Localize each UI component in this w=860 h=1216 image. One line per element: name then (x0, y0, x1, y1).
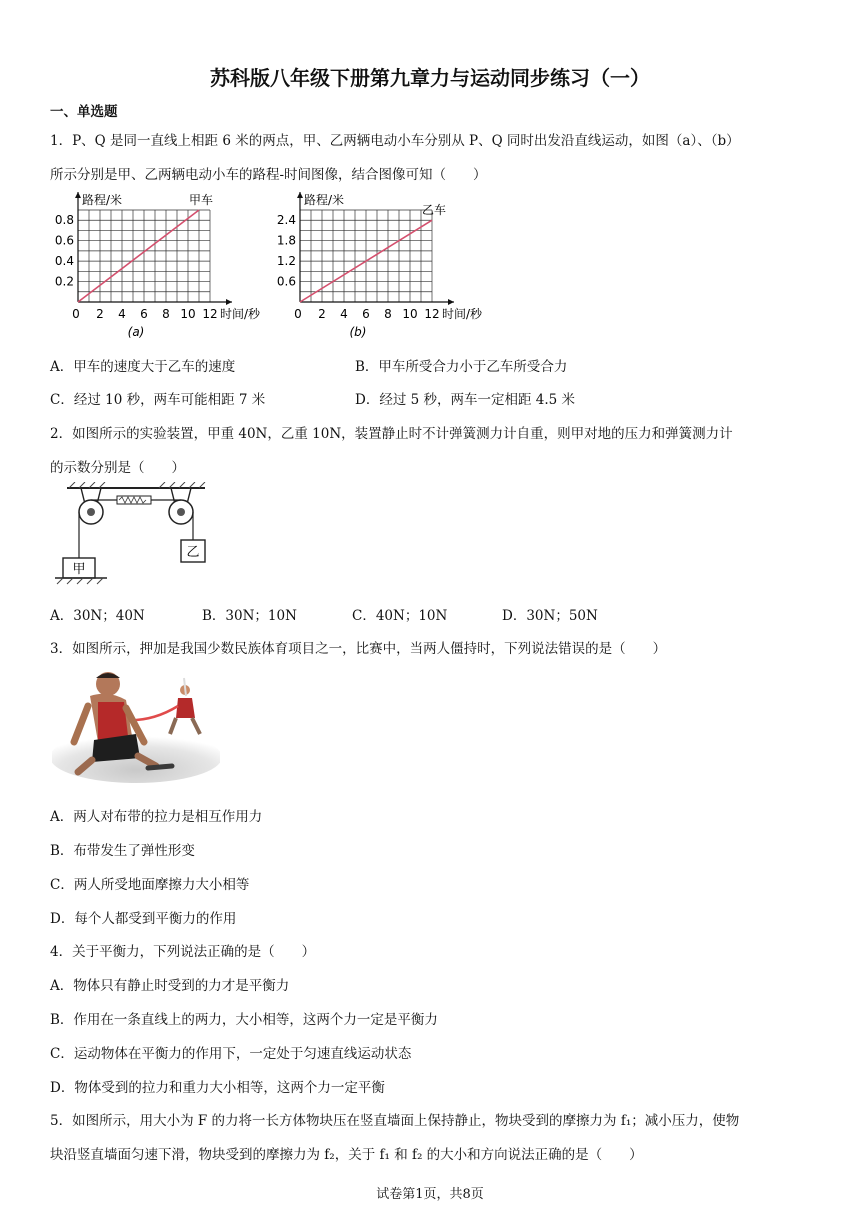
x-tick-label: 8 (384, 307, 392, 321)
y-tick-label: 0.8 (54, 213, 74, 228)
x-tick-label: 2 (318, 307, 326, 321)
q2-stem-line1: 2．如图所示的实验装置，甲重 40N，乙重 10N，装置静止时不计弹簧测力计自重，则甲对地的压力和弹簧测力计 (50, 426, 733, 442)
x-tick-label: 8 (162, 307, 170, 321)
q2-pulley-figure (55, 482, 215, 590)
svg-text:甲: 甲 (72, 562, 86, 577)
q4-option-b[interactable]: B．作用在一条直线上的两力，大小相等，这两个力一定是平衡力 (50, 1012, 438, 1028)
page-title: 苏科版八年级下册第九章力与运动同步练习（一） (210, 66, 650, 90)
q1-option-a[interactable]: A．甲车的速度大于乙车的速度 (50, 359, 236, 375)
q3-option-b[interactable]: B．布带发生了弹性形变 (50, 843, 195, 859)
q1-stem-line2: 所示分别是甲、乙两辆电动小车的路程-时间图像，结合图像可知（ ） (50, 167, 487, 183)
x-tick-label: 6 (140, 307, 148, 321)
x-tick-label: 0 (294, 307, 302, 321)
x-axis-label: 时间/秒 (220, 307, 261, 321)
x-tick-label: 4 (340, 307, 348, 321)
x-axis-arrow (226, 299, 232, 305)
q4-option-d[interactable]: D．物体受到的拉力和重力大小相等，这两个力一定平衡 (50, 1080, 385, 1096)
y-axis-arrow (75, 192, 81, 198)
x-tick-label: 12 (202, 307, 218, 321)
q4-option-a[interactable]: A．物体只有静止时受到的力才是平衡力 (50, 978, 290, 994)
x-tick-label: 10 (402, 307, 418, 321)
x-tick-label: 6 (362, 307, 370, 321)
q3-stem-line1: 3．如图所示，押加是我国少数民族体育项目之一，比赛中，当两人僵持时，下列说法错误的是（ ） (50, 641, 667, 657)
y-axis-label: 路程/米 (304, 193, 345, 207)
q4-option-c[interactable]: C．运动物体在平衡力的作用下，一定处于匀速直线运动状态 (50, 1046, 412, 1062)
q3-option-a[interactable]: A．两人对布带的拉力是相互作用力 (50, 809, 263, 825)
q2-stem-line2: 的示数分别是（ ） (50, 460, 185, 476)
y-tick-label: 1.2 (276, 254, 296, 269)
q2-option-c[interactable]: C．40N；10N (352, 608, 448, 624)
q5-stem-line1: 5．如图所示，用大小为 F 的力将一长方体物块压在竖直墙面上保持静止，物块受到的摩擦力为 f₁；减小压力，使物 (50, 1113, 740, 1129)
chart-b (277, 192, 483, 339)
x-tick-label: 12 (424, 307, 440, 321)
q3-photo-tug-of-war (52, 662, 220, 784)
section-heading: 一、单选题 (50, 104, 118, 120)
y-tick-label: 1.8 (276, 233, 296, 248)
chart-caption: (b) (349, 325, 367, 339)
x-tick-label: 0 (72, 307, 80, 321)
x-tick-label: 2 (96, 307, 104, 321)
y-tick-label: 2.4 (276, 213, 296, 228)
q3-option-c[interactable]: C．两人所受地面摩擦力大小相等 (50, 877, 250, 893)
chart-a (55, 192, 261, 339)
y-axis-arrow (297, 192, 303, 198)
series-name-label: 甲车 (189, 193, 214, 207)
y-tick-label: 0.4 (54, 254, 74, 269)
series-line (78, 210, 199, 302)
x-axis-label: 时间/秒 (442, 307, 483, 321)
y-axis-label: 路程/米 (82, 193, 123, 207)
q1-figure (50, 188, 530, 348)
svg-text:乙: 乙 (186, 545, 200, 560)
y-tick-label: 0.6 (54, 233, 74, 248)
q3-option-d[interactable]: D．每个人都受到平衡力的作用 (50, 911, 237, 927)
page-footer: 试卷第1页，共8页 (376, 1187, 484, 1202)
x-tick-label: 10 (180, 307, 196, 321)
q5-stem-line2: 块沿竖直墙面匀速下滑，物块受到的摩擦力为 f₂，关于 f₁ 和 f₂ 的大小和方向说法正确的是（ ） (50, 1147, 643, 1163)
q2-option-a[interactable]: A．30N；40N (50, 608, 145, 624)
q1-stem-line1: 1．P、Q 是同一直线上相距 6 米的两点，甲、乙两辆电动小车分别从 P、Q 同时出发沿直线运动，如图（a）、（b） (50, 133, 740, 149)
q1-option-b[interactable]: B．甲车所受合力小于乙车所受合力 (355, 359, 568, 375)
q1-option-c[interactable]: C．经过 10 秒，两车可能相距 7 米 (50, 392, 266, 408)
y-tick-label: 0.6 (276, 274, 296, 289)
x-axis-arrow (448, 299, 454, 305)
q4-stem-line1: 4．关于平衡力，下列说法正确的是（ ） (50, 944, 316, 960)
y-tick-label: 0.2 (54, 274, 74, 289)
chart-caption: (a) (127, 325, 145, 339)
x-tick-label: 4 (118, 307, 126, 321)
q2-option-b[interactable]: B．30N；10N (202, 608, 297, 624)
q2-option-d[interactable]: D．30N；50N (502, 608, 598, 624)
series-name-label: 乙车 (422, 203, 447, 218)
q1-option-d[interactable]: D．经过 5 秒，两车一定相距 4.5 米 (355, 392, 576, 408)
